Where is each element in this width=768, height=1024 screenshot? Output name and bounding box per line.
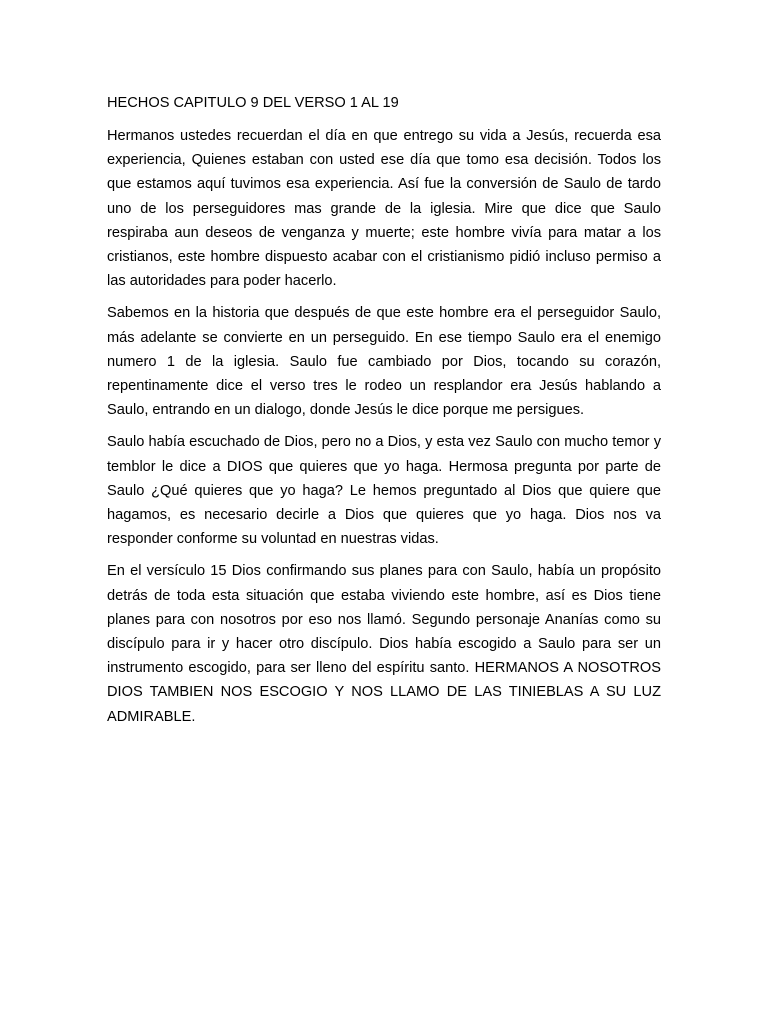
- paragraph-4: En el versículo 15 Dios confirmando sus planes para con Saulo, había un propósito detrás de toda esta situación que estaba viviendo este hombre, así es Dios tiene planes para con nosotros por eso nos llamó. Segundo personaje Ananías como su discípulo para ir y hacer otro discípulo. Dios había escogido a Saulo para ser un instrumento escogido, para ser lleno del espíritu santo. HERMANOS A NOSOTROS DIOS TAMBIEN NOS ESCOGIO Y NOS LLAMO DE LAS TINIEBLAS A SU LUZ ADMIRABLE.: [107, 563, 661, 725]
- paragraph-3: Saulo había escuchado de Dios, pero no a Dios, y esta vez Saulo con mucho temor y temblor le dice a DIOS que quieres que yo haga. Hermosa pregunta por parte de Saulo ¿Qué quieres que yo haga? Le hemos preguntado al Dios que quiere que hagamos, es necesario decirle a Dios que quieres que yo haga. Dios nos va responder conforme su voluntad en nuestras vidas.: [107, 434, 661, 548]
- document-title: HECHOS CAPITULO 9 DEL VERSO 1 AL 19: [107, 95, 399, 111]
- paragraph-1: Hermanos ustedes recuerdan el día en que entrego su vida a Jesús, recuerda esa experiencia, Quienes estaban con usted ese día que tomo esa decisión. Todos los que estamos aquí tuvimos esa experiencia. Así fue la conversión de Saulo de tardo uno de los perseguidores mas grande de la iglesia. Mire que dice que Saulo respiraba aun deseos de venganza y muerte; este hombre vivía para matar a los cristianos, este hombre dispuesto acabar con el cristianismo pidió incluso permiso a las autoridades para poder hacerlo.: [107, 128, 661, 290]
- paragraph-2: Sabemos en la historia que después de que este hombre era el perseguidor Saulo, más adelante se convierte en un perseguido. En ese tiempo Saulo era el enemigo numero 1 de la iglesia. Saulo fue cambiado por Dios, tocando su corazón, repentinamente dice el verso tres le rodeo un resplandor era Jesús hablando a Saulo, entrando en un dialogo, donde Jesús le dice porque me persigues.: [107, 305, 661, 419]
